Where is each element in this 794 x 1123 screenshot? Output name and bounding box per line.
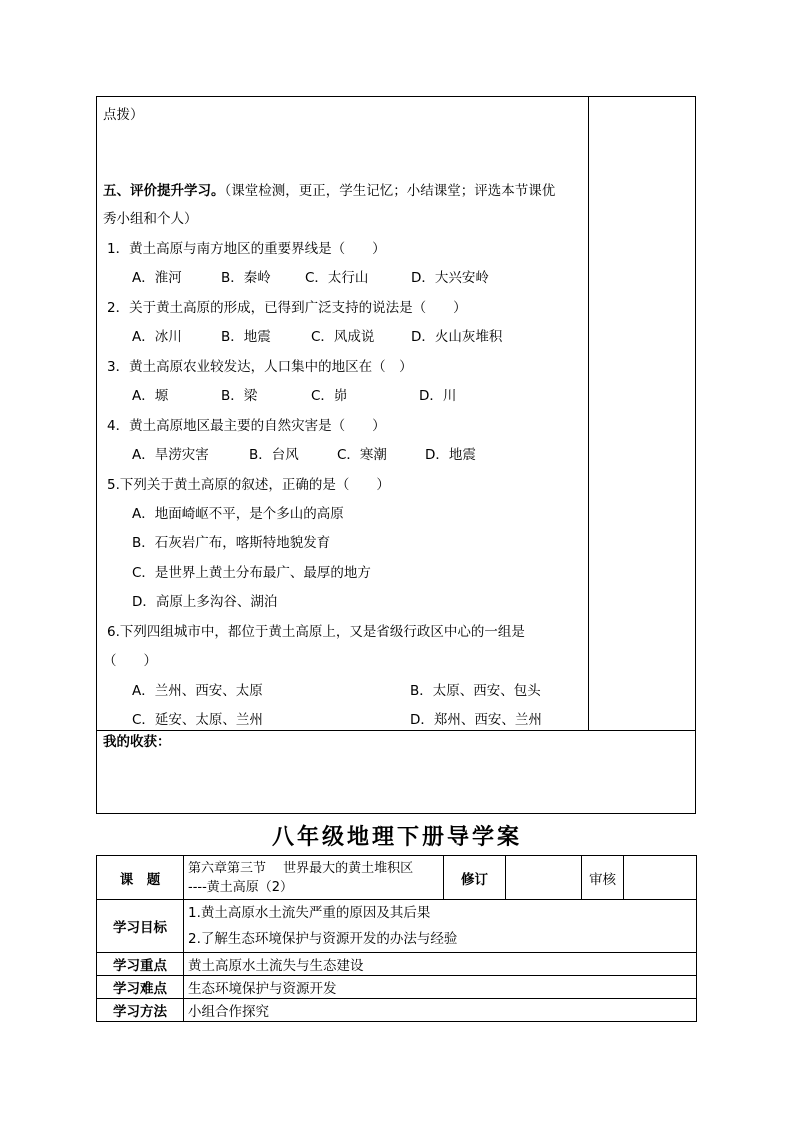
q4-option-a: A．旱涝灾害 bbox=[132, 447, 209, 463]
column-divider bbox=[588, 97, 589, 730]
goal-row bbox=[97, 900, 697, 953]
q6-option-d: D．郑州、西安、兰州 bbox=[410, 712, 542, 728]
method-label: 学习方法 bbox=[97, 999, 184, 1022]
review-label: 审核 bbox=[582, 856, 624, 900]
q2-option-b: B．地震 bbox=[221, 329, 271, 345]
q4-option-c: C．寒潮 bbox=[337, 447, 387, 463]
section-heading-bold: 五、评价提升学习。 bbox=[103, 183, 225, 199]
difficulty-label: 学习难点 bbox=[97, 976, 184, 999]
q3-option-d: D．川 bbox=[419, 388, 457, 404]
question-1: 1．黄土高原与南方地区的重要界线是（ ） bbox=[107, 241, 386, 257]
topic-label: 课 题 bbox=[97, 856, 184, 900]
q3-option-b: B．梁 bbox=[221, 388, 258, 404]
q4-option-b: B．台风 bbox=[249, 447, 299, 463]
goal-label: 学习目标 bbox=[97, 900, 184, 953]
focus-label: 学习重点 bbox=[97, 953, 184, 976]
topic-row bbox=[97, 856, 697, 900]
q6-option-b: B．太原、西安、包头 bbox=[410, 683, 541, 699]
topic-cell bbox=[184, 856, 444, 900]
q3-option-a: A．塬 bbox=[132, 388, 169, 404]
goal-item-2: 2.了解生态环境保护与资源开发的办法与经验 bbox=[188, 931, 458, 947]
difficulty-value: 生态环境保护与资源开发 bbox=[184, 976, 697, 999]
revise-label: 修订 bbox=[444, 856, 506, 900]
q6-option-c: C．延安、太原、兰州 bbox=[132, 712, 263, 728]
question-6: 6.下列四组城市中，都位于黄土高原上，又是省级行政区中心的一组是 bbox=[107, 624, 525, 640]
topic-line1: 第六章第三节 世界最大的黄土堆积区 bbox=[188, 860, 414, 876]
continuation-text: 点拨） bbox=[103, 107, 144, 123]
q5-option-a: A．地面崎岖不平，是个多山的高原 bbox=[132, 506, 344, 522]
q4-option-d: D．地震 bbox=[425, 447, 476, 463]
harvest-label: 我的收获： bbox=[103, 734, 171, 750]
q2-option-d: D．火山灰堆积 bbox=[411, 329, 503, 345]
focus-value: 黄土高原水土流失与生态建设 bbox=[184, 953, 697, 976]
q2-option-c: C．风成说 bbox=[311, 329, 375, 345]
difficulty-row bbox=[97, 976, 697, 999]
question-6-line2: （ ） bbox=[103, 653, 157, 669]
section-heading-line2: 秀小组和个人） bbox=[103, 211, 198, 227]
method-row bbox=[97, 999, 697, 1022]
question-3: 3．黄土高原农业较发达，人口集中的地区在（ ） bbox=[107, 359, 413, 375]
exercise-table bbox=[96, 96, 696, 814]
row-divider bbox=[97, 730, 695, 731]
goal-item-1: 1.黄土高原水土流失严重的原因及其后果 bbox=[188, 905, 431, 921]
q1-option-b: B．秦岭 bbox=[221, 270, 271, 286]
q5-option-b: B．石灰岩广布，喀斯特地貌发育 bbox=[132, 535, 331, 551]
section-heading bbox=[103, 182, 555, 200]
q5-option-c: C．是世界上黄土分布最广、最厚的地方 bbox=[132, 565, 371, 581]
question-2: 2．关于黄土高原的形成，已得到广泛支持的说法是（ ） bbox=[107, 300, 467, 316]
document-title: 八年级地理下册导学案 bbox=[271, 824, 522, 850]
q1-option-a: A．淮河 bbox=[132, 270, 182, 286]
topic-line2: ----黄土高原（2） bbox=[188, 879, 294, 895]
section-heading-rest: （课堂检测，更正，学生记忆；小结课堂；评选本节课优 bbox=[224, 183, 556, 199]
q2-option-a: A．冰川 bbox=[132, 329, 182, 345]
goal-cell bbox=[184, 900, 697, 953]
focus-row bbox=[97, 953, 697, 976]
q3-option-c: C．峁 bbox=[311, 388, 348, 404]
method-value: 小组合作探究 bbox=[184, 999, 697, 1022]
question-4: 4．黄土高原地区最主要的自然灾害是（ ） bbox=[107, 418, 386, 434]
q5-option-d: D．高原上多沟谷、湖泊 bbox=[132, 594, 278, 610]
lesson-info-table bbox=[96, 855, 697, 1022]
q6-option-a: A．兰州、西安、太原 bbox=[132, 683, 263, 699]
review-cell bbox=[624, 856, 697, 900]
q1-option-d: D．大兴安岭 bbox=[411, 270, 489, 286]
q1-option-c: C．太行山 bbox=[305, 270, 369, 286]
question-5: 5.下列关于黄土高原的叙述，正确的是（ ） bbox=[107, 477, 390, 493]
revise-cell bbox=[506, 856, 582, 900]
